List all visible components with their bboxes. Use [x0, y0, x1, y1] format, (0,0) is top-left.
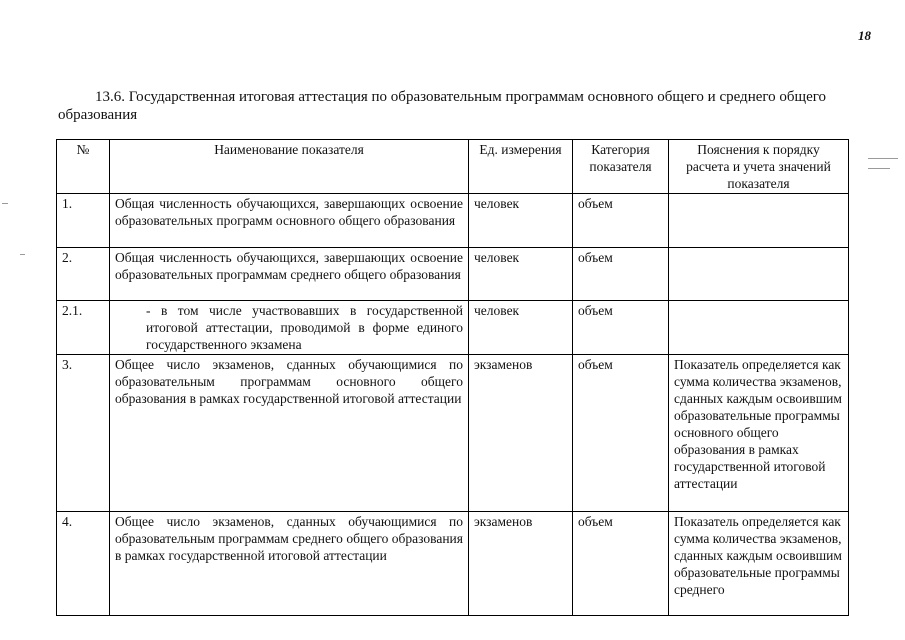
section-title-line2: образования — [58, 107, 138, 123]
table-row — [57, 355, 849, 512]
row-name: Общая численность обучающихся, завершающих освоение образовательных программ основного общего образования — [110, 194, 469, 248]
row-num: 2.1. — [57, 301, 110, 355]
row-notes — [669, 301, 849, 355]
table-row — [57, 512, 849, 616]
row-name: Общее число экзаменов, сданных обучающимися по образовательным программам среднего общего образования в рамках государственной итоговой аттестации — [110, 512, 469, 616]
row-notes: Показатель определяется как сумма количества экзаменов, сданных каждым освоившим образовательные программы среднего — [669, 512, 849, 616]
table-row — [57, 248, 849, 301]
indicators-table — [56, 139, 849, 616]
header-name: Наименование показателя — [110, 140, 469, 194]
scan-artifact — [20, 254, 25, 255]
header-num: № — [57, 140, 110, 194]
row-name: Общее число экзаменов, сданных обучающимися по образовательным программам основного общего образования в рамках государственной итоговой аттестации — [110, 355, 469, 512]
page-number: 18 — [858, 28, 871, 43]
row-notes: Показатель определяется как сумма количества экзаменов, сданных каждым освоившим образовательные программы основного общего образования в рамках государственной итоговой аттестации — [669, 355, 849, 512]
section-title — [58, 88, 858, 124]
row-name: Общая численность обучающихся, завершающих освоение образовательных программам среднего общего образования — [110, 248, 469, 301]
section-title-line1: 13.6. Государственная итоговая аттестация по образовательным программам основного общего и среднего общего — [95, 89, 827, 105]
row-unit: экзаменов — [469, 512, 573, 616]
table-row — [57, 301, 849, 355]
row-unit: человек — [469, 194, 573, 248]
row-category: объем — [573, 355, 669, 512]
row-category: объем — [573, 248, 669, 301]
header-category: Категория показателя — [573, 140, 669, 194]
row-unit: человек — [469, 301, 573, 355]
row-notes — [669, 194, 849, 248]
row-notes — [669, 248, 849, 301]
header-notes: Пояснения к порядку расчета и учета значений показателя — [669, 140, 849, 194]
row-unit: человек — [469, 248, 573, 301]
row-category: объем — [573, 194, 669, 248]
row-num: 1. — [57, 194, 110, 248]
row-name: - в том числе участвовавших в государственной итоговой аттестации, проводимой в форме единого государственного экзамена — [110, 301, 469, 355]
header-unit: Ед. измерения — [469, 140, 573, 194]
row-num: 3. — [57, 355, 110, 512]
row-unit: экзаменов — [469, 355, 573, 512]
scan-artifact — [868, 168, 890, 169]
scan-artifact — [2, 203, 8, 204]
row-num: 2. — [57, 248, 110, 301]
table-row — [57, 194, 849, 248]
row-category: объем — [573, 301, 669, 355]
scan-artifact — [868, 158, 898, 159]
table-header-row — [57, 140, 849, 194]
row-num: 4. — [57, 512, 110, 616]
row-category: объем — [573, 512, 669, 616]
